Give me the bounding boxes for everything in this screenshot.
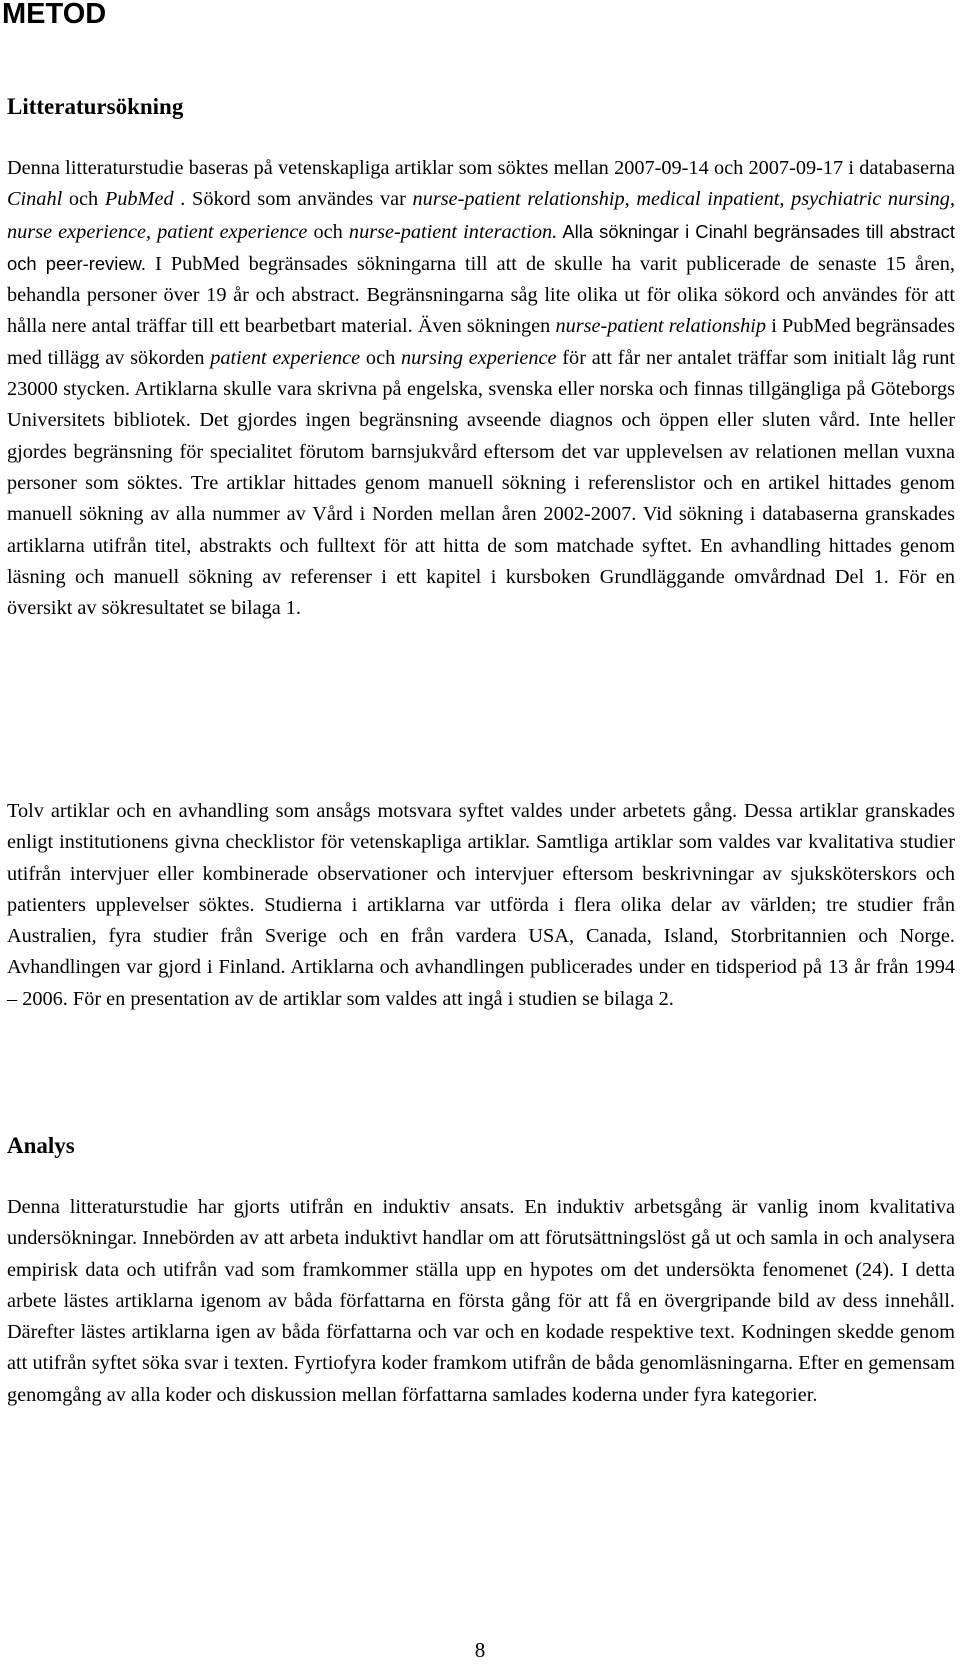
italic-term: Cinahl xyxy=(7,188,63,211)
text: Denna litteraturstudie baseras på vetenskapliga artiklar som söktes mellan 2007-09-14 och 2007-09-17 i databaserna xyxy=(7,157,955,179)
text: i PubMed begränsades med tillägg av sökorden xyxy=(7,315,955,369)
italic-term: nurse-patient interaction. xyxy=(348,220,558,243)
text-sans: Alla sökningar i Cinahl begränsades till abstract och peer-review. xyxy=(7,220,955,274)
text: och xyxy=(307,220,349,243)
section-heading-analys: Analys xyxy=(7,1133,75,1158)
italic-term: PubMed xyxy=(104,188,174,211)
italic-term: patient experience xyxy=(210,346,361,369)
paragraph-analysis: Denna litteraturstudie har gjorts utifrån en induktiv ansats. En induktiv arbetsgång är vanlig inom kvalitativa undersökningar. Innebörden av att arbeta induktivt handlar om att förutsättningslöst gå ut och samla in och analysera empirisk data och utifrån vad som framkommer ställa upp en hypotes om det undersökta fenomenet (24). I detta arbete lästes artiklarna igenom av båda författarna en första gång för att få en övergripande bild av dess innehåll. Därefter lästes artiklarna igen av båda författarna och var och en kodade respektive text. Kodningen skedde genom att utifrån syftet söka svar i texten. Fyrtiofyra koder framkom utifrån de båda genomläsningarna. Efter en gemensam genomgång av alla koder och diskussion mellan författarna samlades koderna under fyra kategorier. xyxy=(7,1196,955,1406)
text: för att får ner antalet träffar som initialt låg runt 23000 stycken. Artiklarna skulle vara skrivna på engelska, svenska eller norska och finnas tillgängliga på Göteborgs Universitets bibliotek. Det gjordes ingen begränsning avseende diagnos och öppen eller sluten vård. Inte heller gjordes begränsning för specialitet förutom barnsjukvård eftersom det var upplevelsen av relationen mellan vuxna personer som söktes. Tre artiklar hittades genom manuell sökning i referenslistor och en artikel hittades genom manuell sökning av alla nummer av Vård i Norden mellan åren 2002-2007. Vid sökning i databaserna granskades artiklarna utifrån titel, abstrakts och fulltext för att hitta de som matchade syftet. En avhandling hittades genom läsning och manuell sökning av referenser i ett kapitel i kursboken Grundläggande omvårdnad Del 1. För en översikt av sökresultatet se bilaga 1. xyxy=(7,346,955,620)
chapter-heading: METOD xyxy=(2,0,107,30)
italic-term: nurse-patient relationship xyxy=(555,315,767,338)
text: I PubMed begränsades sökningarna till att de skulle ha varit publicerade de senaste 15 åren, behandla personer över 19 år och abstract. Begränsningarna såg lite olika ut för olika sökord och användes för att hålla nere antal träffar till ett bearbetbart material. Även sökningen xyxy=(7,252,955,338)
text: och xyxy=(62,188,105,211)
text: . Sökord som användes var xyxy=(173,188,413,211)
italic-term: nurse-patient relationship, medical inpatient, psychiatric nursing, nurse experience, patient experience xyxy=(7,188,955,243)
paragraph-literature-search xyxy=(7,153,955,624)
paragraph-selected-articles: Tolv artiklar och en avhandling som ansågs motsvara syftet valdes under arbetets gång. Dessa artiklar granskades enligt institutionens givna checklistor för vetenskapliga artiklar. Samtliga artiklar som valdes var kvalitativa studier utifrån intervjuer eller kombinerade observationer och intervjuer eftersom beskrivningar av sjuksköterskors och patienters upplevelser söktes. Studierna i artiklarna var utförda i flera olika delar av världen; tre studier från Australien, fyra studier från Sverige och en från vardera USA, Canada, Island, Storbritannien och Norge. Avhandlingen var gjord i Finland. Artiklarna och avhandlingen publicerades under en tidsperiod på 13 år från 1994 – 2006. För en presentation av de artiklar som valdes att ingå i studien se bilaga 2. xyxy=(7,800,955,1010)
page-number: 8 xyxy=(474,1638,486,1662)
section-heading-litteratursokning: Litteratursökning xyxy=(7,94,184,119)
italic-term: nursing experience xyxy=(400,346,557,369)
text: och xyxy=(360,346,401,369)
